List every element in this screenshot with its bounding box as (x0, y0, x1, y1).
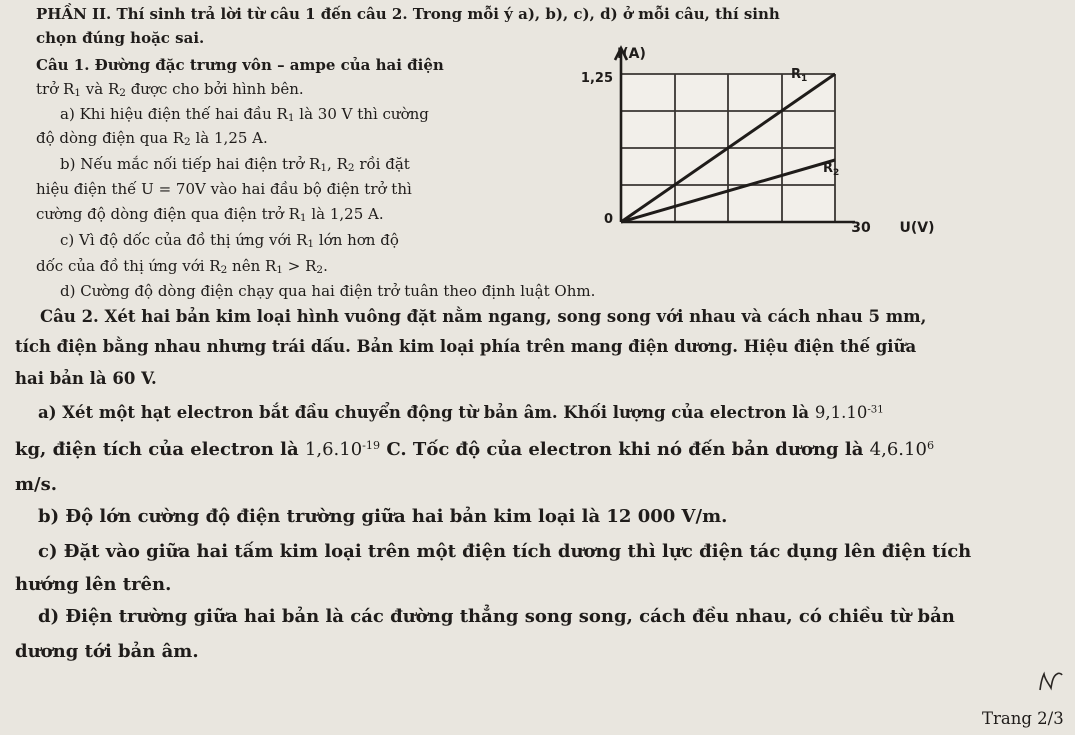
q2-a-line1: a) Xét một hạt electron bắt đầu chuyển động từ bản âm. Khối lượng của electron là $9,1.10^{-31}$ (38, 403, 884, 422)
q2-a-line3: m/s. (15, 474, 58, 495)
q2-c-line2: hướng lên trên. (15, 574, 172, 595)
q2-a-line2: kg, điện tích của electron là $1,6.10^{-19}$ C. Tốc độ của electron khi nó đến bản dương là 4,6.10$^6$ (15, 438, 935, 460)
x-tick-label: 30 (851, 220, 871, 236)
q2-stem-line1: Câu 2. Xét hai bản kim loại hình vuông đặt nằm ngang, song song với nhau và cách nhau 5 mm, (40, 307, 927, 326)
x-axis-label: U(V) (899, 220, 935, 236)
q2-stem-line3: hai bản là 60 V. (15, 369, 157, 388)
page-number: Trang 2/3 (982, 709, 1064, 728)
origin-label: 0 (603, 212, 613, 227)
handwritten-mark-icon (1035, 670, 1065, 694)
q1-b-line1: b) Nếu mắc nối tiếp hai điện trở $R_1$, $R_2$ rồi đặt (60, 155, 410, 175)
q1-c-line1: c) Vì độ dốc của đồ thị ứng với $R_1$ lớn hơn độ (60, 231, 399, 251)
q1-b-line3: cường độ dòng điện qua điện trở $R_1$ là 1,25 A. (36, 205, 384, 225)
q1-b-line2: hiệu điện thế U = 70V vào hai đầu bộ điện trở thì (36, 180, 412, 198)
section-title: PHẦN II. Thí sinh trả lời từ câu 1 đến câu 2. Trong mỗi ý a), b), c), d) ở mỗi câu, thí sinh (36, 5, 780, 23)
q1-stem-line1: Câu 1. Đường đặc trưng vôn – ampe của hai điện (36, 56, 444, 74)
q1-a-line1: a) Khi hiệu điện thế hai đầu $R_1$ là 30 V thì cường (60, 105, 429, 125)
q1-d: d) Cường độ dòng điện chạy qua hai điện trở tuân theo định luật Ohm. (60, 282, 596, 300)
r1-label: $R_1$ (791, 67, 808, 84)
q1-a-line2: độ dòng điện qua $R_2$ là 1,25 A. (36, 129, 268, 149)
q1-c-line2: dốc của đồ thị ứng với $R_2$ nên $R_1 > R_2$. (36, 257, 328, 277)
q2-d-line1: d) Điện trường giữa hai bản là các đường thẳng song song, cách đều nhau, có chiều từ bản (38, 606, 955, 627)
q2-c-line1: c) Đặt vào giữa hai tấm kim loại trên một điện tích dương thì lực điện tác dụng lên điện tích (38, 541, 972, 562)
q2-b: b) Độ lớn cường độ điện trường giữa hai bản kim loại là 12 000 V/m. (38, 506, 728, 527)
q2-d-line2: dương tới bản âm. (15, 641, 199, 662)
y-axis-label: I(A) (617, 46, 646, 62)
q2-stem-line2: tích điện bằng nhau nhưng trái dấu. Bản kim loại phía trên mang điện dương. Hiệu điện thế giữa (15, 337, 917, 356)
section-title-continued: chọn đúng hoặc sai. (36, 29, 205, 47)
q1-stem-line2: trở $R_1$ và $R_2$ được cho bởi hình bên. (36, 80, 304, 100)
vi-characteristic-graph (555, 40, 965, 245)
y-tick-label: 1,25 (580, 71, 613, 86)
r2-label: $R_2$ (823, 161, 840, 178)
